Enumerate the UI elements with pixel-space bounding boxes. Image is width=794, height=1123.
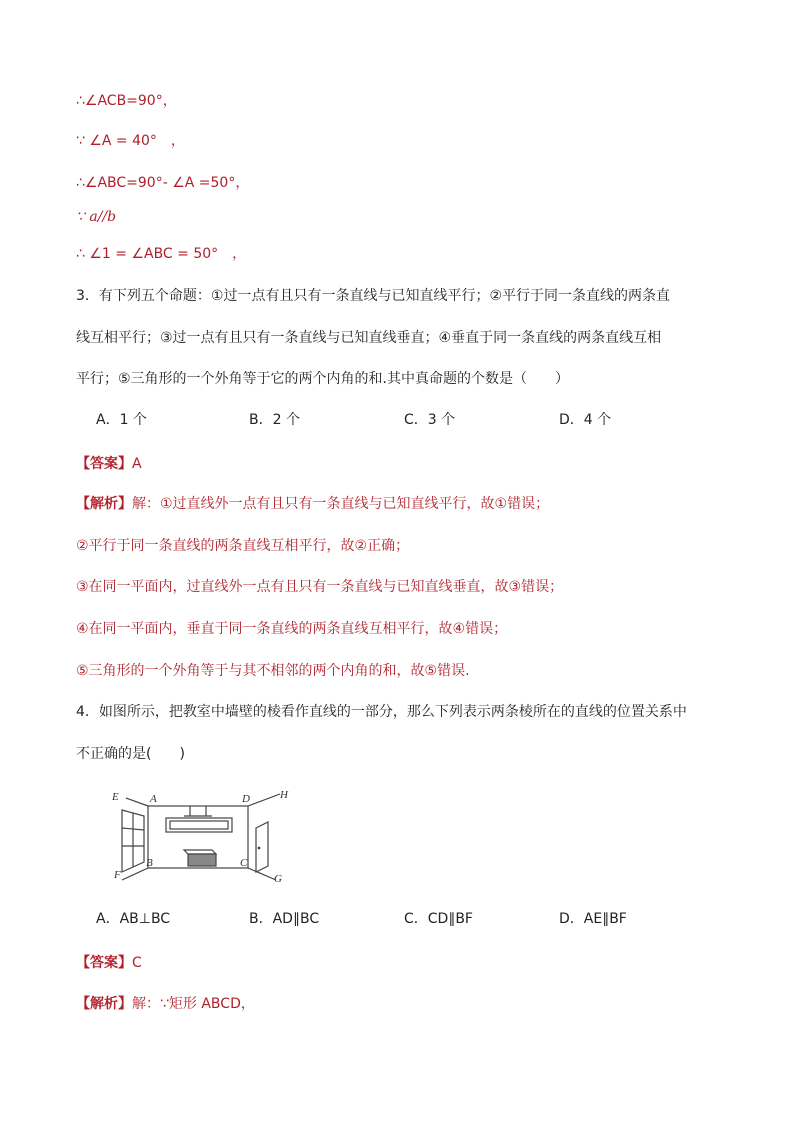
q3-analysis-line-1 [76, 495, 549, 513]
q4-stem-line-1: 4．如图所示，把教室中墙壁的棱看作直线的一部分，那么下列表示两条棱所在的直线的位置关系中 [76, 704, 687, 720]
q3-analysis-line-4: ④在同一平面内，垂直于同一条直线的两条直线互相平行，故④错误； [76, 621, 508, 637]
edge-CG [248, 868, 276, 880]
q4-option-c: C．CD∥BF [404, 911, 473, 927]
q3-stem-line-1: 3．有下列五个命题：①过一点有且只有一条直线与已知直线平行；②平行于同一条直线的两条直 [76, 288, 671, 304]
edge-DH [248, 794, 280, 806]
label-H: H [280, 789, 288, 801]
label-E: E [112, 791, 119, 803]
blackboard [166, 818, 232, 832]
classroom-figure [108, 788, 308, 888]
solution-line-2: ∵ ∠A = 40° ， [76, 133, 185, 149]
q3-option-d: D．4 个 [559, 412, 612, 428]
q4-answer [76, 954, 142, 972]
analysis-tag: 【解析】 [76, 496, 132, 512]
analysis-text: 解：①过直线外一点有且只有一条直线与已知直线平行，故①错误； [132, 496, 550, 512]
q4-option-b: B．AD∥BC [249, 911, 320, 927]
label-B: B [146, 857, 153, 869]
q3-answer [76, 455, 142, 473]
q4-stem-line-2: 不正确的是( ) [76, 746, 185, 762]
answer-value: C [132, 955, 142, 971]
analysis-text: 解：∵矩形 ABCD， [132, 996, 255, 1012]
solution-line-1: ∴∠ACB=90°， [76, 93, 177, 109]
solution-line-4: ∵ a//b [76, 209, 117, 225]
label-F: F [114, 869, 121, 881]
edge-AE [126, 798, 148, 806]
solution-line-5: ∴ ∠1 = ∠ABC = 50° ， [76, 246, 247, 262]
label-A: A [150, 793, 157, 805]
label-C: C [240, 857, 248, 869]
solution-line-3: ∴∠ABC=90°- ∠A =50°， [76, 175, 250, 191]
answer-value: A [132, 456, 142, 472]
q4-option-a: A．AB⊥BC [96, 911, 171, 927]
q4-analysis-line-1 [76, 995, 255, 1013]
q3-analysis-line-3: ③在同一平面内，过直线外一点有且只有一条直线与已知直线垂直，故③错误； [76, 579, 564, 595]
q4-option-d: D．AE∥BF [559, 911, 627, 927]
desk [188, 854, 216, 866]
q3-option-b: B．2 个 [249, 412, 300, 428]
analysis-tag: 【解析】 [76, 996, 132, 1012]
classroom-diagram [108, 788, 308, 888]
q3-stem-line-2: 线互相平行；③过一点有且只有一条直线与已知直线垂直；④垂直于同一条直线的两条直线互相 [76, 330, 662, 346]
answer-tag: 【答案】 [76, 955, 132, 971]
q3-option-c: C．3 个 [404, 412, 456, 428]
answer-tag: 【答案】 [76, 456, 132, 472]
q3-analysis-line-2: ②平行于同一条直线的两条直线互相平行，故②正确； [76, 538, 410, 554]
q3-option-a: A．1 个 [96, 412, 147, 428]
q3-analysis-line-5: ⑤三角形的一个外角等于与其不相邻的两个内角的和，故⑤错误. [76, 663, 470, 679]
q3-stem-line-3: 平行；⑤三角形的一个外角等于它的两个内角的和.其中真命题的个数是（ ） [76, 371, 569, 387]
label-G: G [274, 873, 282, 885]
door [256, 822, 268, 872]
label-D: D [242, 793, 250, 805]
